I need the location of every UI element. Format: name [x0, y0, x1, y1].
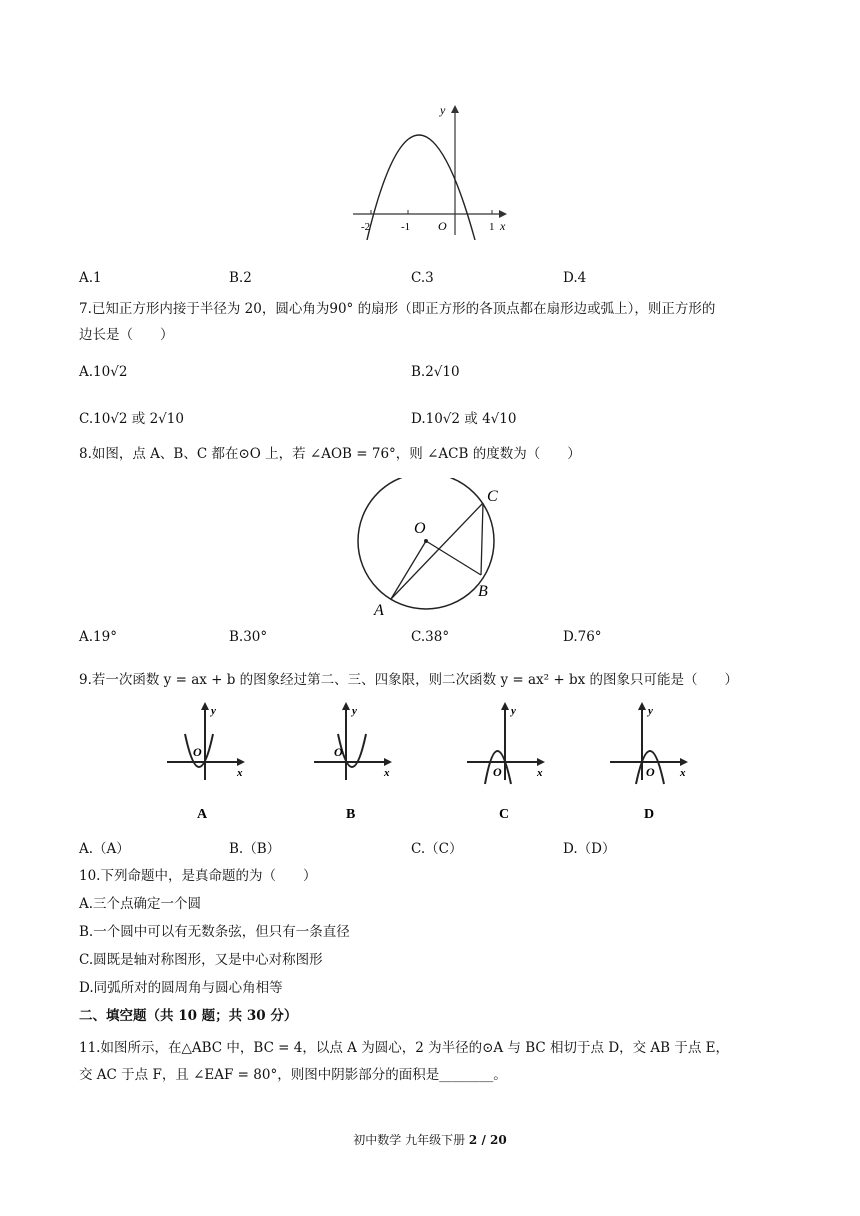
q6-origin-label: O [438, 219, 447, 233]
svg-text:y: y [648, 705, 653, 717]
q9-caption-c: C [499, 807, 510, 822]
q8-stem: 8.如图，点 A、B、C 都在⊙O 上，若 ∠AOB = 76°，则 ∠ACB 的度数为（ ） [79, 446, 581, 462]
q8-circle-figure [350, 478, 510, 618]
q9-option-c: C.（C） [411, 841, 463, 857]
q8-label-b: B [478, 583, 488, 600]
q7-option-a: A.10√2 [79, 364, 128, 380]
svg-text:x: x [384, 767, 390, 779]
q6-tick-neg2: -2 [361, 221, 371, 233]
q7-option-b: B.2√10 [411, 364, 460, 380]
q10-option-b: B.一个圆中可以有无数条弦，但只有一条直径 [79, 924, 350, 940]
q11-stem-line1: 11.如图所示，在△ABC 中，BC = 4，以点 A 为圆心，2 为半径的⊙A 与 BC 相切于点 D，交 AB 于点 E， [79, 1040, 730, 1056]
q10-stem: 10.下列命题中，是真命题的为（ ） [79, 868, 317, 884]
footer-text: 初中数学 九年级下册 [353, 1133, 469, 1147]
svg-text:x: x [537, 767, 543, 779]
svg-text:x: x [237, 767, 243, 779]
svg-text:y: y [511, 705, 516, 717]
q6-option-c: C.3 [411, 270, 434, 286]
q9-option-a: A.（A） [79, 841, 130, 857]
q6-x-label: x [500, 219, 506, 233]
q6-tick-1: 1 [489, 221, 495, 233]
q6-option-b: B.2 [229, 270, 252, 286]
q8-label-c: C [487, 488, 498, 505]
q7-stem-line1: 7.已知正方形内接于半径为 20，圆心角为90° 的扇形（即正方形的各顶点都在扇形边或弧上），则正方形的 [79, 301, 716, 317]
svg-text:O: O [493, 765, 502, 779]
q9-graph-c [463, 700, 553, 822]
q9-graph-a [163, 700, 253, 822]
q6-option-d: D.4 [563, 270, 587, 286]
q6-y-label: y [440, 103, 446, 117]
q9-caption-b: B [346, 807, 356, 822]
q10-option-a: A.三个点确定一个圆 [79, 896, 202, 912]
section-heading-fill-in: 二、填空题（共 10 题；共 30 分） [79, 1008, 298, 1024]
q9-caption-d: D [644, 807, 655, 822]
q9-graph-b [310, 700, 400, 822]
q11-stem-line2: 交 AC 于点 F，且 ∠EAF = 80°，则图中阴影部分的面积是________。 [79, 1067, 507, 1083]
svg-text:x: x [680, 767, 686, 779]
q6-option-a: A.1 [79, 270, 102, 286]
svg-text:O: O [334, 745, 343, 759]
svg-text:y: y [211, 705, 216, 717]
q8-option-d: D.76° [563, 629, 602, 645]
svg-text:y: y [352, 705, 357, 717]
svg-text:O: O [646, 765, 655, 779]
page-footer [0, 1131, 860, 1148]
q6-tick-neg1: -1 [401, 221, 411, 233]
q9-option-d: D.（D） [563, 841, 616, 857]
q10-option-d: D.同弧所对的圆周角与圆心角相等 [79, 980, 283, 996]
q9-caption-a: A [197, 807, 208, 822]
q9-option-b: B.（B） [229, 841, 281, 857]
svg-text:O: O [193, 745, 202, 759]
q8-label-a: A [374, 602, 384, 618]
q9-graph-d [606, 700, 696, 822]
q7-option-d: D.10√2 或 4√10 [411, 411, 517, 427]
q7-stem-line2: 边长是（ ） [79, 327, 174, 343]
page-number: 2 / 20 [468, 1133, 507, 1147]
q9-stem: 9.若一次函数 y = ax + b 的图象经过第二、三、四象限，则二次函数 y = ax² + bx 的图象只可能是（ ） [79, 672, 739, 688]
q10-option-c: C.圆既是轴对称图形，又是中心对称图形 [79, 952, 323, 968]
q8-label-o: O [414, 520, 426, 537]
q7-option-c: C.10√2 或 2√10 [79, 411, 184, 427]
q8-option-a: A.19° [79, 629, 117, 645]
q8-option-c: C.38° [411, 629, 450, 645]
q8-option-b: B.30° [229, 629, 268, 645]
q6-parabola-graph [345, 100, 520, 240]
